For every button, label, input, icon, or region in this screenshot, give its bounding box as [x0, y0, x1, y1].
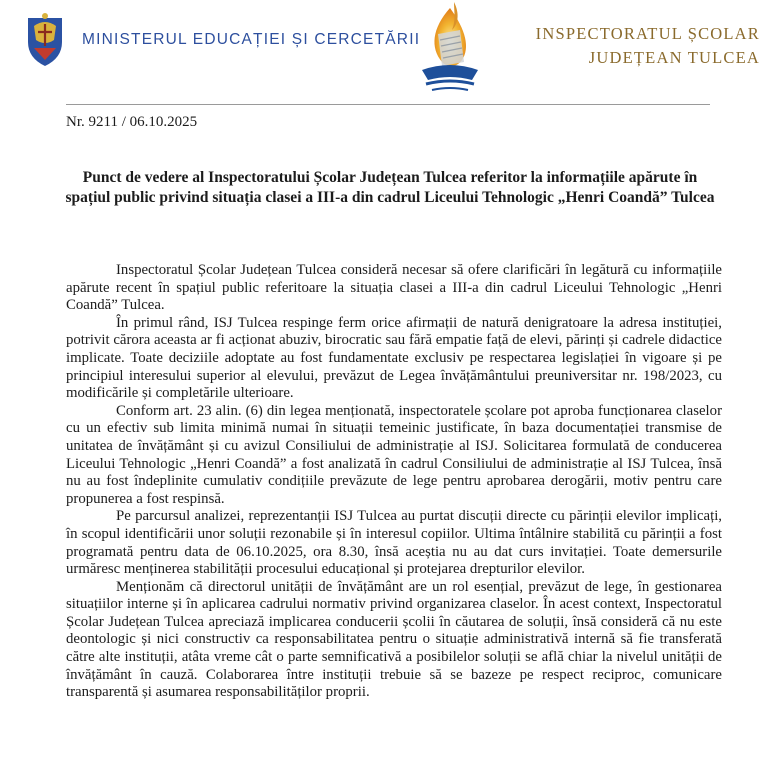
body-paragraph: În primul rând, ISJ Tulcea respinge ferm orice afirmații de natură denigratoare la adresa instituției, potrivit cărora aceasta ar fi acționat abuziv, birocratic sau fără empatie față de elevi, părinți și cadrele didactice implicate. Toate deciziile adoptate au fost fundamentate exclusiv pe respectarea legislației în vigoare și pe principiul interesului superior al elevului, prevăzut de Legea învățământului preuniversitar nr. 198/2023, cu modificările și completările ulterioare. [66, 314, 722, 402]
header-divider [66, 104, 710, 105]
ministry-block [20, 12, 420, 68]
document-title: Punct de vedere al Inspectoratului Școlar Județean Tulcea referitor la informațiile apărute în spațiul public privind situația clasei a III-a din cadrul Liceului Tehnologic „Henri Coandă” Tulcea [65, 169, 715, 206]
inspectorate-logo-icon [412, 0, 488, 96]
document-body [66, 262, 722, 702]
inspectorate-name-line1: INSPECTORATUL ȘCOLAR [535, 24, 760, 43]
document-number: Nr. 9211 / 06.10.2025 [66, 114, 198, 130]
inspectorate-block [536, 22, 760, 70]
body-paragraph: Inspectoratul Școlar Județean Tulcea consideră necesar să ofere clarificări în legătură cu informațiile apărute recent în spațiul public referitoare la situația clasei a III-a din cadrul Liceului Tehnologic „Henri Coandă” Tulcea. [66, 262, 722, 314]
letterhead [0, 0, 780, 110]
body-paragraph: Pe parcursul analizei, reprezentanții ISJ Tulcea au purtat discuții directe cu părinții elevilor implicați, în scopul identificării unor soluții rezonabile și în interesul copiilor. Ultima întâlnire stabilită cu părinții a fost programată pentru data de 06.10.2025, ora 8.30, însă aceștia nu au dat curs invitației. Toate demersurile urmăresc menținerea stabilității procesului educațional și protejarea drepturilor elevilor. [66, 508, 722, 578]
inspectorate-name-line2: JUDEȚEAN TULCEA [588, 48, 760, 67]
romania-coat-of-arms-icon [20, 12, 70, 68]
body-paragraph: Menționăm că directorul unității de învățământ are un rol esențial, prevăzut de lege, în gestionarea situațiilor interne și în aplicarea cadrului normativ privind organizarea claselor. În acest context, Inspectoratul Școlar Județean Tulcea apreciază implicarea conducerii școlii în căutarea de soluții, însă consideră că nu este deontologic și nici constructiv ca responsabilitatea pentru o situație administrativă internă să fie transferată către alte instituții, atâta vreme cât o parte semnificativă a posibilelor soluții se află chiar la nivelul unității de învățământ în cauză. Colaborarea între instituții trebuie să se bazeze pe respect reciproc, comunicare transparentă și asumarea responsabilităților proprii. [66, 578, 722, 701]
body-paragraph: Conform art. 23 alin. (6) din legea menționată, inspectoratele școlare pot aproba funcționarea claselor cu un efectiv sub limita minimă numai în situații temeinic justificate, în baza documentației transmise de unitatea de învățământ și cu avizul Consiliului de administrație al ISJ. Solicitarea formulată de conducerea Liceului Tehnologic „Henri Coandă” a fost analizată în cadrul Consiliului de administrație al ISJ Tulcea, însă nu au fost îndeplinite cumulativ condițiile prevăzute de lege pentru aprobarea derogării, motiv pentru care propunerea a fost respinsă. [66, 402, 722, 507]
ministry-name: MINISTERUL EDUCAȚIEI ȘI CERCETĂRII [82, 31, 421, 48]
